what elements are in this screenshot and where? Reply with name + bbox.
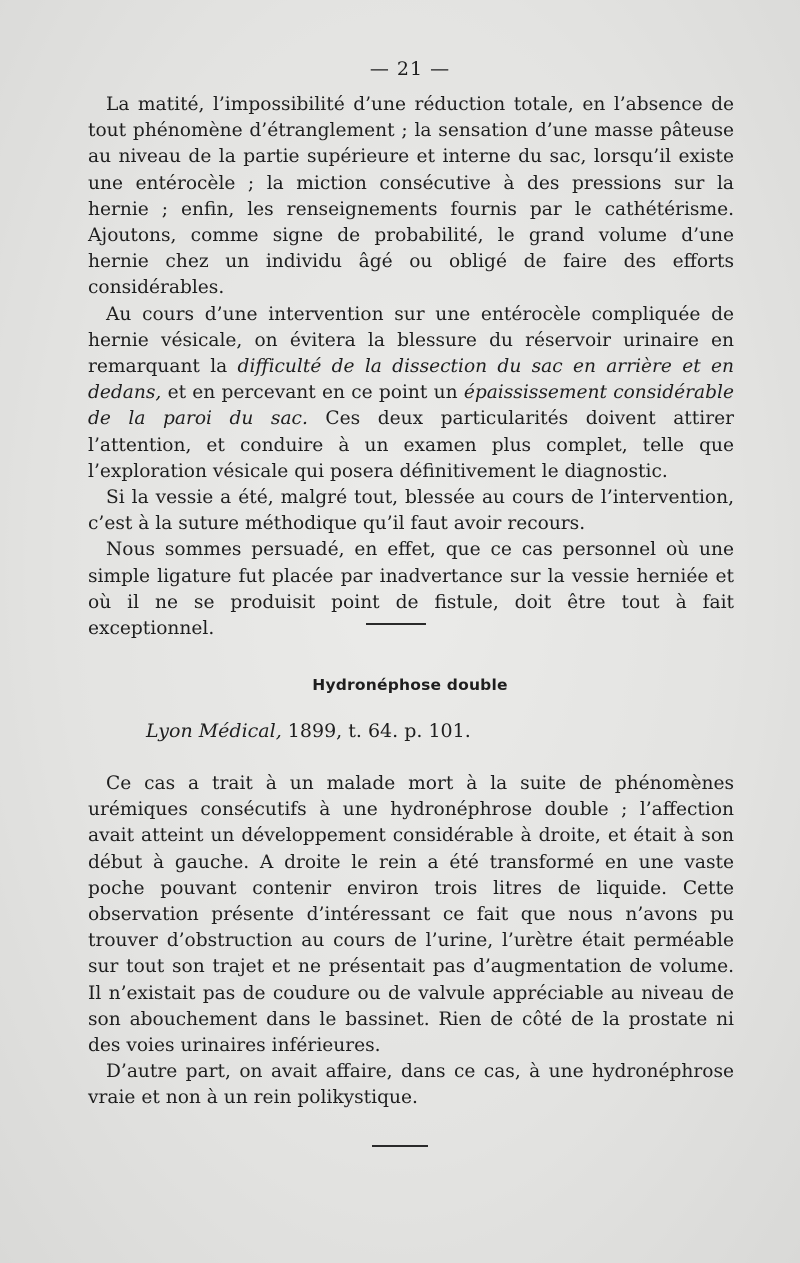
italic-dissection-phrase: difficulté de la dissection du sac en arrière et en dedans, xyxy=(88,356,734,404)
section-heading: Hydronéphose double xyxy=(312,676,508,694)
paragraph-intervention-text-a: Au cours d’une intervention sur une entérocèle compliquée de hernie vésicale, on évitera la blessure du réservoir urinaire en remarquant la xyxy=(88,303,734,378)
paragraph-intervention xyxy=(88,302,734,485)
citation-journal: Lyon Médical, xyxy=(146,720,282,742)
paragraph-ligature-case: Nous sommes persuadé, en effet, que ce cas personnel où une simple ligature fut placée par inadvertance sur la vessie herniée et où il ne se produisit point de fistule, doit être tout à fait exceptionnel. xyxy=(88,539,734,640)
paragraph-case-description: Ce cas a trait à un malade mort à la suite de phénomènes urémiques consécutifs à une hydronéphrose double ; l’affection avait atteint un développement considérable à droite, et était à son début à gauche. A droite le rein a été transformé en une vaste poche pouvant contenir environ trois litres de liquide. Cette observation présente d’intéressant ce fait que nous n’avons pu trouver d’obstruction au cours de l’urine, l’urètre était perméable sur tout son trajet et ne présentait pas d’augmentation de volume. Il n’existait pas de coudure ou de valvule appréciable au niveau de son abouchement dans le bassinet. Rien de côté de la prostate ni des voies urinaires inférieures. xyxy=(88,773,734,1057)
paragraph-intervention-text-c: Ces deux particularités doivent attirer l’attention, et conduire à un examen plus complet, telle que l’exploration vésicale qui posera définitivement le diagnostic. xyxy=(88,408,734,482)
section-divider-bottom xyxy=(372,1145,428,1147)
section-divider-top xyxy=(366,623,426,625)
page-number: — 21 — xyxy=(369,58,451,80)
text-block-top xyxy=(88,92,734,642)
paragraph-suture: Si la vessie a été, malgré tout, blessée au cours de l’intervention, c’est à la suture méthodique qu’il faut avoir recours. xyxy=(88,487,734,535)
paragraph-intervention-text-b: et en percevant en ce point un xyxy=(161,382,464,404)
paragraph-diagnostic-signs: La matité, l’impossibilité d’une réduction totale, en l’absence de tout phénomène d’étranglement ; la sensation d’une masse pâteuse au niveau de la partie supérieure et interne du sac, lorsqu’il existe une entérocèle ; la miction consécutive à des pressions sur la hernie ; enfin, les renseignements fournis par le cathétérisme. Ajoutons, comme signe de probabilité, le grand volume d’une hernie chez un individu âgé ou obligé de faire des efforts considérables. xyxy=(88,94,734,299)
text-block-bottom xyxy=(88,771,734,1112)
citation xyxy=(146,720,471,742)
paragraph-conclusion: D’autre part, on avait affaire, dans ce cas, à une hydronéphrose vraie et non à un rein polikystique. xyxy=(88,1061,734,1109)
italic-thickening-phrase: épaississement considérable de la paroi du sac. xyxy=(88,382,734,430)
citation-reference: 1899, t. 64. p. 101. xyxy=(281,720,471,742)
